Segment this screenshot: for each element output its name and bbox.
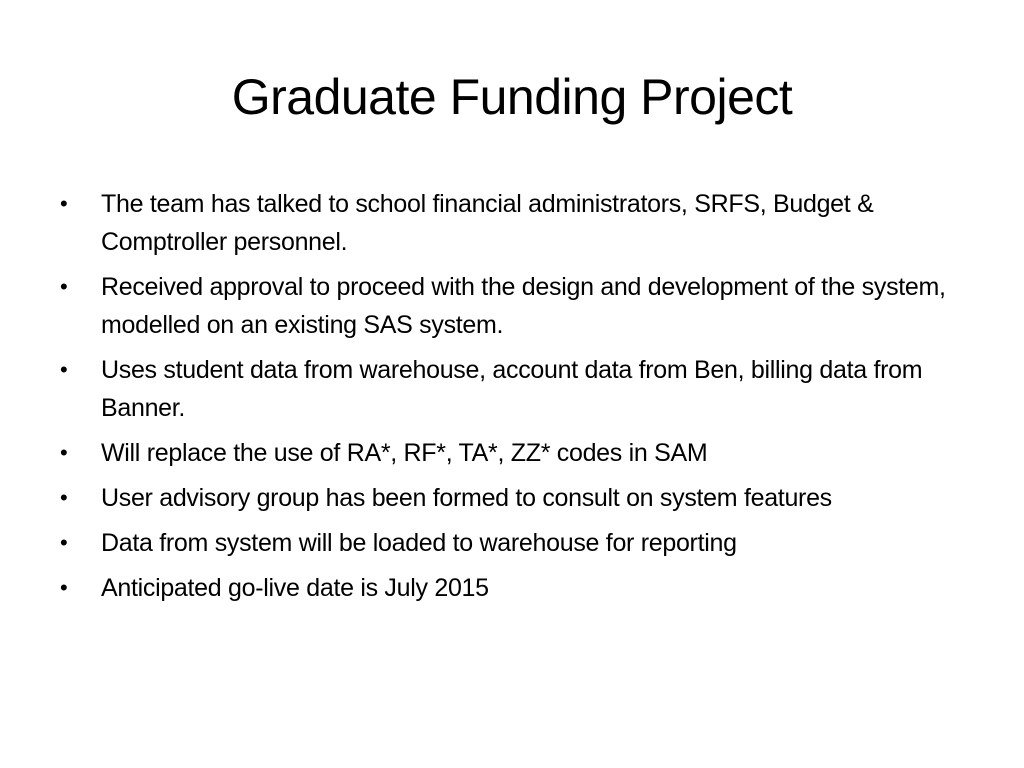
bullet-text: Anticipated go-live date is July 2015 <box>101 574 489 602</box>
bullet-dot-icon: • <box>60 440 68 465</box>
bullet-dot-icon: • <box>60 485 68 510</box>
bullet-dot-icon: • <box>60 191 68 216</box>
bullet-item <box>60 434 980 472</box>
bullet-dot-icon: • <box>60 274 68 299</box>
bullet-item <box>60 268 980 344</box>
bullet-item <box>60 569 980 607</box>
bullet-item <box>60 524 980 562</box>
bullet-dot-icon: • <box>60 357 68 382</box>
bullet-text: Received approval to proceed with the design and development of the system, modelled on an existing SAS system. <box>101 273 946 339</box>
bullet-item <box>60 351 980 427</box>
bullet-text: User advisory group has been formed to consult on system features <box>101 484 832 512</box>
slide-title: Graduate Funding Project <box>231 69 793 125</box>
bullet-item <box>60 479 980 517</box>
bullet-text: The team has talked to school financial administrators, SRFS, Budget & Comptroller personnel. <box>101 190 874 256</box>
bullet-text: Will replace the use of RA*, RF*, TA*, ZZ* codes in SAM <box>101 439 708 467</box>
bullet-dot-icon: • <box>60 575 68 600</box>
bullet-text: Uses student data from warehouse, account data from Ben, billing data from Banner. <box>101 356 923 422</box>
bullet-dot-icon: • <box>60 530 68 555</box>
bullet-text: Data from system will be loaded to warehouse for reporting <box>101 529 737 557</box>
bullet-list <box>60 185 980 614</box>
bullet-item <box>60 185 980 261</box>
